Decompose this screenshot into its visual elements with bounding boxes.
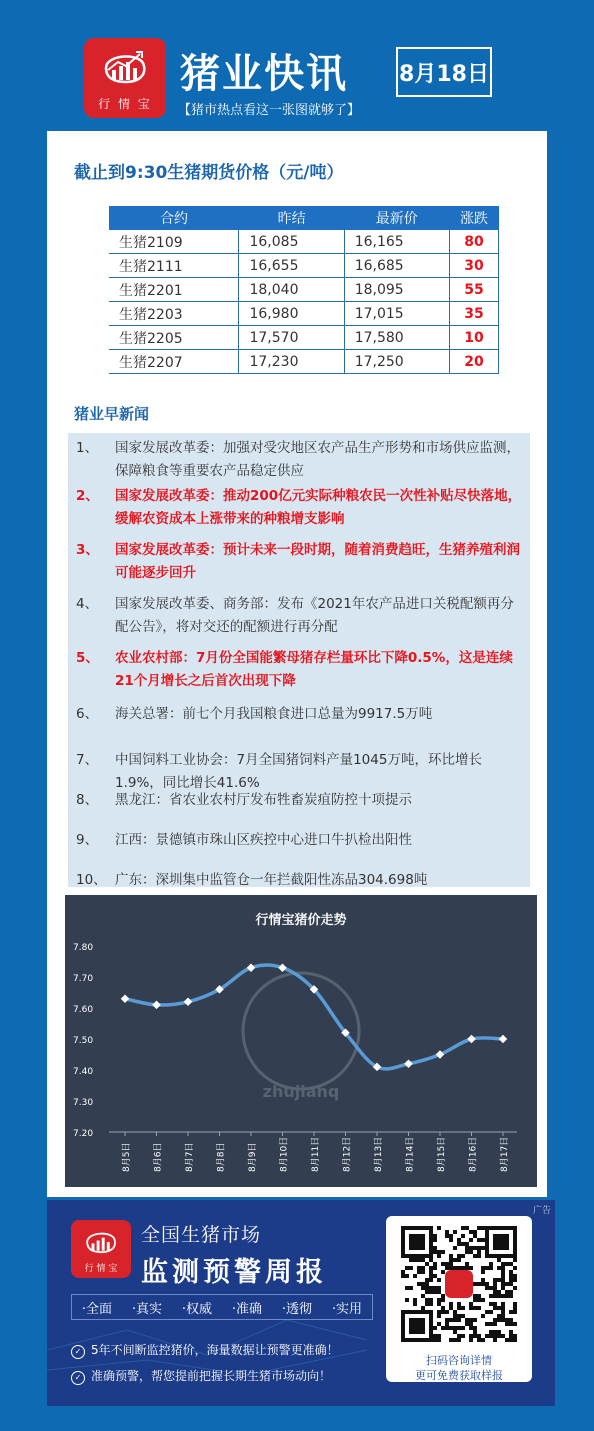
- news-number: 7、: [76, 752, 99, 768]
- content-card: [47, 131, 547, 1197]
- news-text: 国家发展改革委：预计未来一段时期，随着消费趋旺，生猪养殖利润可能逐步回升: [115, 542, 520, 581]
- page-title: 猪业快讯: [180, 51, 348, 97]
- x-tick-label: 8月14日: [405, 1136, 416, 1172]
- qr-caption: 扫码咨询详情: [426, 1354, 492, 1367]
- ad-heading: 全国生猪市场: [141, 1224, 262, 1246]
- x-tick-label: 8月16日: [468, 1136, 479, 1172]
- news-text: 广东：深圳集中监管仓一年拦截阳性冻品304.698吨: [115, 872, 428, 888]
- pig-chart-icon: [81, 1226, 121, 1258]
- ad-bullet-text: 准确预警，帮您提前把握长期生猪市场动向！: [91, 1369, 332, 1383]
- futures-title: 截止到9:30生猪期货价格（元/吨）: [74, 163, 344, 183]
- prev-settle-cell: 16,655: [239, 254, 344, 278]
- contract-cell: 生猪2109: [109, 230, 239, 254]
- table-row: [109, 254, 499, 278]
- latest-price-cell: 18,095: [344, 278, 449, 302]
- news-number: 5、: [76, 650, 99, 666]
- x-tick-label: 8月11日: [311, 1136, 321, 1172]
- x-tick-label: 8月8日: [216, 1142, 227, 1172]
- series-line: [125, 965, 503, 1069]
- latest-price-cell: 17,015: [344, 302, 449, 326]
- chart-title: 行情宝猪价走势: [255, 913, 347, 928]
- x-tick-label: 8月17日: [500, 1136, 510, 1172]
- ad-bullet: [71, 1367, 331, 1385]
- logo-text: 行 情 宝: [98, 97, 152, 111]
- news-number: 1、: [76, 440, 99, 456]
- ad-label: 广告: [532, 1206, 551, 1216]
- table-header-cell: 涨跌: [449, 206, 498, 230]
- qr-code-icon[interactable]: [401, 1226, 517, 1342]
- y-tick-label: 7.70: [73, 974, 94, 984]
- futures-table: [109, 206, 499, 374]
- y-tick-label: 7.20: [73, 1129, 94, 1139]
- prev-settle-cell: 18,040: [239, 278, 344, 302]
- page-header: [0, 0, 594, 130]
- news-list: [68, 433, 530, 887]
- table-row: [109, 230, 499, 254]
- x-tick-label: 8月13日: [374, 1136, 384, 1172]
- svg-text:zhujiahq: zhujiahq: [262, 1082, 340, 1101]
- feature-tag: ·准确: [231, 1301, 263, 1317]
- ad-product-name: 监测预警周报: [141, 1257, 327, 1288]
- contract-cell: 生猪2207: [109, 350, 239, 374]
- news-number: 10、: [76, 872, 107, 888]
- price-trend-chart: [65, 895, 537, 1187]
- news-number: 3、: [76, 542, 99, 558]
- table-header-row: [109, 206, 499, 230]
- news-number: 9、: [76, 832, 99, 848]
- chart-canvas: [65, 895, 537, 1187]
- news-text: 国家发展改革委：加强对受灾地区农产品生产形势和市场供应监测，保障粮食等重要农产品稳定供应: [115, 440, 520, 479]
- prev-settle-cell: 16,980: [239, 302, 344, 326]
- contract-cell: 生猪2201: [109, 278, 239, 302]
- y-tick-label: 7.50: [73, 1036, 94, 1046]
- prev-settle-cell: 17,570: [239, 326, 344, 350]
- chart-watermark: [243, 973, 359, 1101]
- table-row: [109, 326, 499, 350]
- news-text: 中国饲料工业协会：7月全国猪饲料产量1045万吨，环比增长1.9%，同比增长41.6%: [115, 752, 482, 791]
- contract-cell: 生猪2203: [109, 302, 239, 326]
- news-number: 4、: [76, 596, 99, 612]
- latest-price-cell: 16,165: [344, 230, 449, 254]
- latest-price-cell: 17,250: [344, 350, 449, 374]
- ad-logo: [71, 1220, 131, 1278]
- x-tick-label: 8月5日: [122, 1142, 132, 1172]
- ad-banner[interactable]: [47, 1200, 555, 1406]
- ad-bullet: [71, 1341, 339, 1359]
- x-tick-label: 8月7日: [185, 1142, 195, 1172]
- data-point: [152, 1001, 160, 1009]
- table-header-cell: 最新价: [344, 206, 449, 230]
- pig-chart-icon: [98, 46, 152, 90]
- change-cell: 20: [449, 350, 498, 374]
- contract-cell: 生猪2205: [109, 326, 239, 350]
- ad-logo-text: 行 情 宝: [84, 1264, 118, 1274]
- data-point: [467, 1035, 475, 1043]
- x-tick-label: 8月10日: [279, 1136, 290, 1172]
- qr-card[interactable]: [386, 1216, 532, 1382]
- change-cell: 35: [449, 302, 498, 326]
- check-icon: ✓: [71, 1371, 85, 1385]
- data-point: [121, 994, 129, 1002]
- table-header-cell: 昨结: [239, 206, 344, 230]
- data-point: [184, 998, 192, 1006]
- data-point: [499, 1035, 507, 1043]
- change-cell: 30: [449, 254, 498, 278]
- app-logo: [84, 38, 166, 118]
- table-row: [109, 350, 499, 374]
- news-number: 6、: [76, 706, 99, 722]
- y-tick-label: 7.30: [73, 1098, 94, 1108]
- news-number: 2、: [76, 488, 99, 504]
- news-number: 8、: [76, 792, 99, 808]
- prev-settle-cell: 17,230: [239, 350, 344, 374]
- change-cell: 55: [449, 278, 498, 302]
- ad-bullet-text: 5年不间断监控猪价，海量数据让预警更准确！: [91, 1343, 339, 1357]
- table-row: [109, 302, 499, 326]
- y-tick-label: 7.60: [73, 1005, 94, 1015]
- table-header-cell: 合约: [109, 206, 239, 230]
- feature-tag: ·全面: [81, 1301, 113, 1317]
- check-icon: ✓: [71, 1345, 85, 1359]
- x-tick-label: 8月12日: [342, 1136, 353, 1172]
- feature-tag: ·透彻: [281, 1301, 313, 1317]
- y-tick-label: 7.80: [73, 943, 94, 953]
- news-text: 黑龙江：省农业农村厅发布牲畜炭疽防控十项提示: [115, 792, 412, 808]
- news-text: 海关总署：前七个月我国粮食进口总量为9917.5万吨: [115, 706, 433, 722]
- date-badge: 8月18日: [396, 47, 492, 97]
- news-text: 农业农村部：7月份全国能繁母猪存栏量环比下降0.5%，这是连续21个月增长之后首次出现下降: [115, 650, 513, 689]
- x-tick-label: 8月6日: [153, 1142, 164, 1172]
- change-cell: 80: [449, 230, 498, 254]
- latest-price-cell: 17,580: [344, 326, 449, 350]
- table-row: [109, 278, 499, 302]
- feature-tag: ·真实: [131, 1301, 163, 1317]
- ad-feature-tags: [71, 1294, 373, 1320]
- data-point: [404, 1060, 412, 1068]
- prev-settle-cell: 16,085: [239, 230, 344, 254]
- news-text: 国家发展改革委：推动200亿元实际种粮农民一次性补贴尽快落地，缓解农资成本上涨带来的种粮增支影响: [115, 488, 522, 527]
- change-cell: 10: [449, 326, 498, 350]
- page-subtitle: 【猪市热点看这一张图就够了】: [178, 103, 361, 118]
- x-tick-label: 8月9日: [248, 1142, 258, 1172]
- news-text: 江西：景德镇市珠山区疾控中心进口牛扒检出阳性: [115, 832, 412, 848]
- qr-caption: 更可免费获取样报: [415, 1369, 503, 1382]
- news-title: 猪业早新闻: [74, 405, 150, 423]
- x-tick-label: 8月15日: [437, 1136, 447, 1172]
- contract-cell: 生猪2111: [109, 254, 239, 278]
- news-text: 国家发展改革委、商务部：发布《2021年农产品进口关税配额再分配公告》，将对交还的配额进行再分配: [115, 596, 514, 635]
- feature-tag: ·实用: [331, 1301, 363, 1317]
- feature-tag: ·权威: [181, 1301, 213, 1317]
- latest-price-cell: 16,685: [344, 254, 449, 278]
- y-tick-label: 7.40: [73, 1067, 94, 1077]
